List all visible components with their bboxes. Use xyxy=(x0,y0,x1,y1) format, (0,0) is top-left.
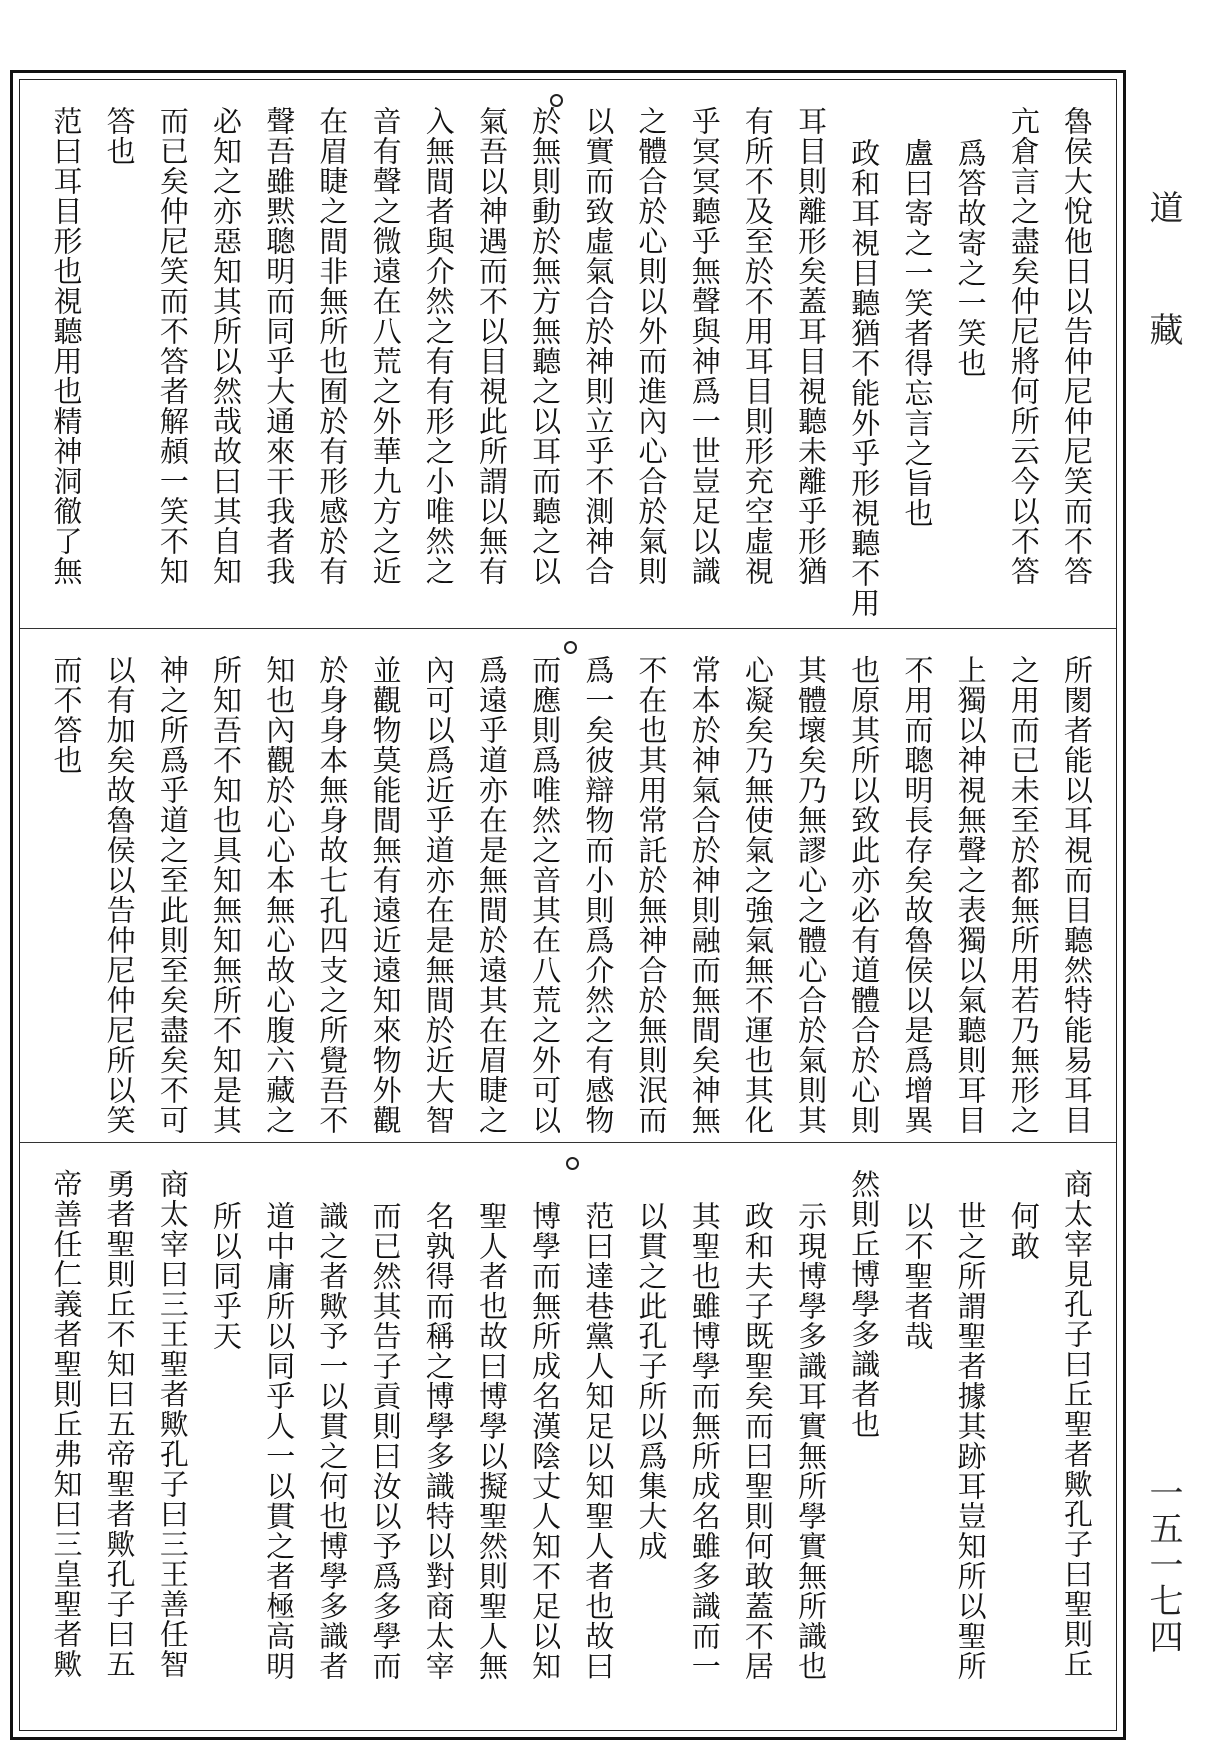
text-column: 商太宰見孔子曰丘聖者歟孔子曰聖則丘 xyxy=(1060,1169,1094,1679)
text-section-2 xyxy=(20,629,1116,1142)
text-column: 以貫之此孔子所以爲集大成 xyxy=(634,1201,669,1561)
page-number: 一五一七四 xyxy=(1143,1475,1183,1655)
text-column: 魯侯大悅他日以告仲尼仲尼笑而不答 xyxy=(1060,106,1094,586)
text-column: 之體合於心則以外而進內心合於氣則 xyxy=(634,106,669,586)
text-column: 心凝矣乃無使氣之強氣無不運也其化 xyxy=(740,655,775,1135)
text-column: 示現博學多識耳實無所學實無所識也 xyxy=(794,1201,829,1681)
text-column: 盧曰寄之一笑者得忘言之旨也 xyxy=(900,138,935,528)
side-title-zang: 藏 xyxy=(1143,312,1183,346)
text-column: 之用而已未至於都無所用若乃無形之 xyxy=(1006,655,1041,1135)
text-column: 而不答也 xyxy=(49,655,84,775)
text-column: 然則丘博學多識者也 xyxy=(847,1169,882,1439)
text-column: 博學而無所成名漢陰丈人知不足以知 xyxy=(528,1201,563,1681)
text-column: 范曰耳目形也視聽用也精神洞徹了無 xyxy=(49,106,84,586)
text-column: 神之所爲乎道之至此則至矣盡矣不可 xyxy=(155,655,190,1135)
text-column: 識之者歟予一以貫之何也博學多識者 xyxy=(315,1201,350,1681)
text-column: 名孰得而稱之博學多識特以對商太宰 xyxy=(421,1201,456,1681)
text-column: 有所不及至於不用耳目則形充空虛視 xyxy=(740,106,775,586)
column-group xyxy=(20,80,1116,628)
text-column: 何敢 xyxy=(1006,1201,1041,1261)
text-column: 乎冥冥聽乎無聲與神爲一世豈足以識 xyxy=(687,106,722,586)
text-section-3 xyxy=(20,1143,1116,1732)
text-column: 內可以爲近乎道亦在是無間於近大智 xyxy=(421,655,456,1135)
text-column: 不用而聰明長存矣故魯侯以是爲增異 xyxy=(900,655,935,1135)
text-column: 道中庸所以同乎人一以貫之者極高明 xyxy=(262,1201,297,1681)
text-column: 答也 xyxy=(102,106,137,166)
text-column: 於無則動於無方無聽之以耳而聽之以 xyxy=(528,106,563,586)
text-column: 必知之亦惡知其所以然哉故曰其自知 xyxy=(209,106,243,586)
text-column: 知也內觀於心心本無心故心腹六藏之 xyxy=(262,655,297,1135)
text-column: 在眉睫之間非無所也囿於有形感於有 xyxy=(315,106,350,586)
text-column: 耳目則離形矣蓋耳目視聽未離乎形猶 xyxy=(794,106,829,586)
text-column: 不在也其用常託於無神合於無則泯而 xyxy=(634,655,669,1135)
text-column: 商太宰曰三王聖者歟孔子曰三王善任智 xyxy=(155,1169,190,1679)
text-column: 以實而致虛氣合於神則立乎不測神合 xyxy=(581,106,616,586)
text-column: 於身身本無身故七孔四支之所覺吾不 xyxy=(315,655,350,1135)
text-column: 所知吾不知也具知無知無所不知是其 xyxy=(209,655,243,1135)
text-column: 其聖也雖博學而無所成名雖多識而一 xyxy=(687,1201,722,1681)
text-column: 入無間者與介然之有有形之小唯然之 xyxy=(421,106,456,586)
column-group xyxy=(20,1143,1116,1732)
text-column: 音有聲之微遠在八荒之外華九方之近 xyxy=(368,106,403,586)
side-title-dao: 道 xyxy=(1143,190,1183,224)
page-frame xyxy=(10,70,1126,1740)
column-group xyxy=(20,629,1116,1142)
text-column: 爲一矣彼辯物而小則爲介然之有感物 xyxy=(581,655,616,1135)
text-column: 勇者聖則丘不知曰五帝聖者歟孔子曰五 xyxy=(102,1169,137,1679)
text-column: 以不聖者哉 xyxy=(900,1201,935,1351)
text-column: 亢倉言之盡矣仲尼將何所云今以不答 xyxy=(1006,106,1041,586)
text-column: 政和夫子既聖矣而曰聖則何敢蓋不居 xyxy=(740,1201,775,1681)
text-column: 范曰達巷黨人知足以知聖人者也故曰 xyxy=(581,1201,616,1681)
page-frame-inner xyxy=(19,79,1117,1731)
text-column: 聖人者也故曰博學以擬聖然則聖人無 xyxy=(474,1201,509,1681)
text-column: 其體壞矣乃無謬心之體心合於氣則其 xyxy=(794,655,829,1135)
text-column: 而已矣仲尼笑而不答者解頳一笑不知 xyxy=(155,106,190,586)
text-column: 氣吾以神遇而不以目視此所謂以無有 xyxy=(474,106,509,586)
text-column: 而應則爲唯然之音其在八荒之外可以 xyxy=(528,655,563,1135)
text-section-1 xyxy=(20,80,1116,628)
text-column: 政和耳視目聽猶不能外乎形視聽不用 xyxy=(847,138,882,618)
text-column: 所以同乎天 xyxy=(209,1201,243,1351)
text-column: 以有加矣故魯侯以告仲尼仲尼所以笑 xyxy=(102,655,137,1135)
text-column: 也原其所以致此亦必有道體合於心則 xyxy=(847,655,882,1135)
text-column: 世之所謂聖者據其跡耳豈知所以聖所 xyxy=(953,1201,988,1681)
text-column: 爲遠乎道亦在是無間於遠其在眉睫之 xyxy=(474,655,509,1135)
text-column: 爲答故寄之一笑也 xyxy=(953,138,988,378)
text-column: 帝善任仁義者聖則丘弗知曰三皇聖者歟 xyxy=(49,1169,84,1679)
text-column: 上獨以神視無聲之表獨以氣聽則耳目 xyxy=(953,655,988,1135)
text-column: 所閡者能以耳視而目聽然特能易耳目 xyxy=(1060,655,1094,1135)
text-column: 常本於神氣合於神則融而無間矣神無 xyxy=(687,655,722,1135)
text-column: 並觀物莫能間無有遠近遠知來物外觀 xyxy=(368,655,403,1135)
text-column: 聲吾雖黙聰明而同乎大通來干我者我 xyxy=(262,106,297,586)
text-column: 而已然其告子貢則曰汝以予爲多學而 xyxy=(368,1201,403,1681)
